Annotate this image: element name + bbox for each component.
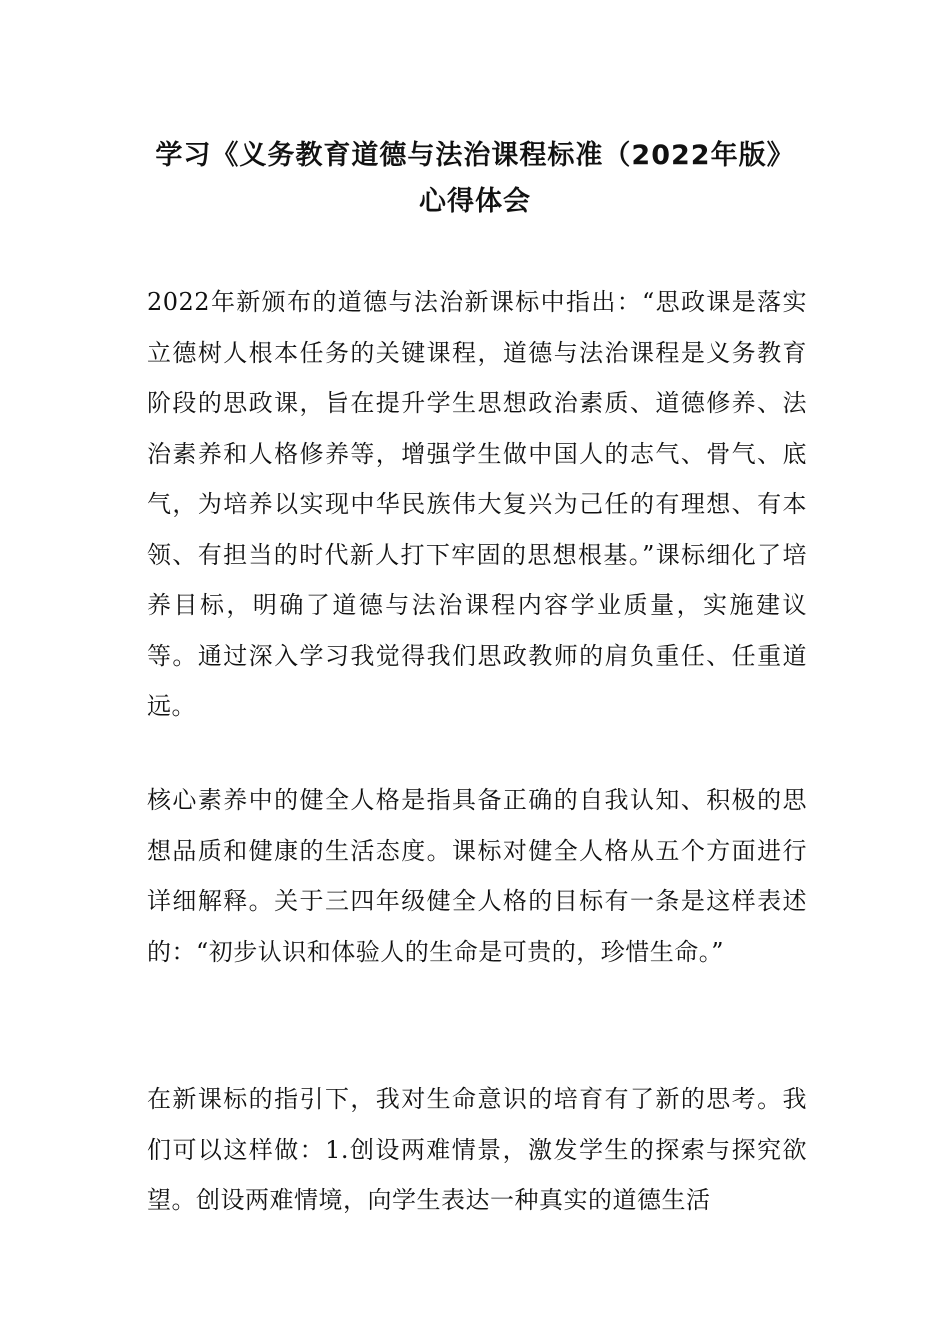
document-title-line2: 心得体会 <box>419 186 531 217</box>
paragraph-life-awareness: 在新课标的指引下，我对生命意识的培育有了新的思考。我们可以这样做：1.创设两难情景，激发学生的探索与探究欲望。创设两难情境，向学生表达一种真实的道德生活 <box>147 1085 807 1214</box>
paragraph-intro: 2022年新颁布的道德与法治新课标中指出：“思政课是落实立德树人根本任务的关键课程，道德与法治课程是义务教育阶段的思政课，旨在提升学生思想政治素质、道德修养、法治素养和人格修养等，增强学生做中国人的志气、骨气、底气，为培养以实现中华民族伟大复兴为己任的有理想、有本领、有担当的时代新人打下牢固的思想根基。”课标细化了培养目标，明确了道德与法治课程内容学业质量，实施建议等。通过深入学习我觉得我们思政教师的肩负重任、任重道远。 <box>147 288 807 720</box>
document-title-line1: 学习《义务教育道德与法治课程标准（2022年版》 <box>155 140 795 171</box>
paragraph-personality: 核心素养中的健全人格是指具备正确的自我认知、积极的思想品质和健康的生活态度。课标对健全人格从五个方面进行详细解释。关于三四年级健全人格的目标有一条是这样表述的：“初步认识和体验人的生命是可贵的，珍惜生命。” <box>147 786 807 966</box>
